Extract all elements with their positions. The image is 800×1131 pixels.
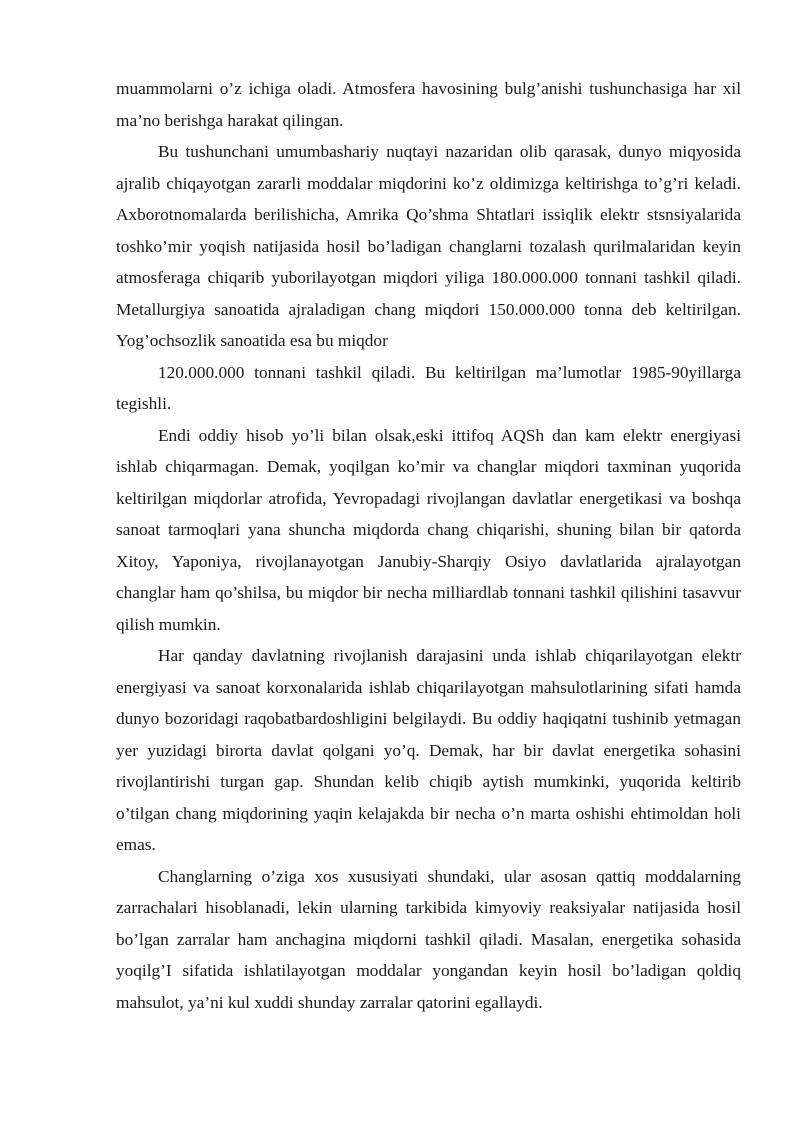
paragraph-dust-properties: Changlarning o’ziga xos xususiyati shundaki, ular asosan qattiq moddalarning zarrachalari hisoblanadi, lekin ularning tarkibida kimyoviy reaksiyalar natijasida hosil bo’lgan zarralar ham anchagina miqdorni tashkil qiladi. Masalan, energetika sohasida yoqilg’I sifatida ishlatilayotgan moddalar yongandan keyin hosil bo’ladigan qoldiq mahsulot, ya’ni kul xuddi shunday zarralar qatorini egallaydi. bbox=[116, 866, 741, 1012]
paragraph-development: Har qanday davlatning rivojlanish darajasini unda ishlab chiqarilayotgan elektr energiyasi va sanoat korxonalarida ishlab chiqarilayotgan mahsulotlarining sifati hamda dunyo bozoridagi raqobatbardoshligini belgilaydi. Bu oddiy haqiqatni tushinib yetmagan yer yuzidagi birorta davlat qolgani yo’q. Demak, har bir davlat energetika sohasini rivojlantirishi turgan gap. Shundan kelib chiqib aytish mumkinki, yuqorida keltirib o’tilgan chang miqdorining yaqin kelajakda bir necha o’n marta oshishi ehtimoldan holi emas. bbox=[116, 646, 741, 854]
paragraph-dust-statistics: Bu tushunchani umumbashariy nuqtayi nazaridan olib qarasak, dunyo miqyosida ajralib chiqayotgan zararli moddalar miqdorini ko’z oldimizga keltirishga to’g’ri keladi. Axborotnomalarda berilishicha, Amrika Qo’shma Shtatlari issiqlik elektr stsnsiyalarida toshko’mir yoqish natijasida hosil bo’ladigan changlarni tozalash qurilmalaridan keyin atmosferaga chiqarib yuborilayotgan miqdori yiliga 180.000.000 tonnani tashkil qiladi. Metallurgiya sanoatida ajraladigan chang miqdori 150.000.000 tonna deb keltirilgan. Yog’ochsozlik sanoatida esa bu miqdor bbox=[116, 142, 741, 350]
paragraph-continuation: muammolarni o’z ichiga oladi. Atmosfera havosining bulg’anishi tushunchasiga har xil ma’no berishga harakat qilingan. bbox=[116, 79, 741, 130]
paragraph-woodworking-figures: 120.000.000 tonnani tashkil qiladi. Bu keltirilgan ma’lumotlar 1985-90yillarga tegishli. bbox=[116, 362, 741, 413]
paragraph-estimate: Endi oddiy hisob yo’li bilan olsak,eski ittifoq AQSh dan kam elektr energiyasi ishlab chiqarmagan. Demak, yoqilgan ko’mir va changlar miqdori taxminan yuqorida keltirilgan miqdorlar atrofida, Yevropadagi rivojlangan davlatlar energetikasi va boshqa sanoat tarmoqlari yana shuncha miqdorda chang chiqarishi, shuning bilan bir qatorda Xitoy, Yaponiya, rivojlanayotgan Janubiy-Sharqiy Osiyo davlatlarida ajralayotgan changlar ham qo’shilsa, bu miqdor bir necha milliardlab tonnani tashkil qilishini tasavvur qilish mumkin. bbox=[116, 425, 741, 634]
document-body bbox=[116, 73, 741, 1018]
